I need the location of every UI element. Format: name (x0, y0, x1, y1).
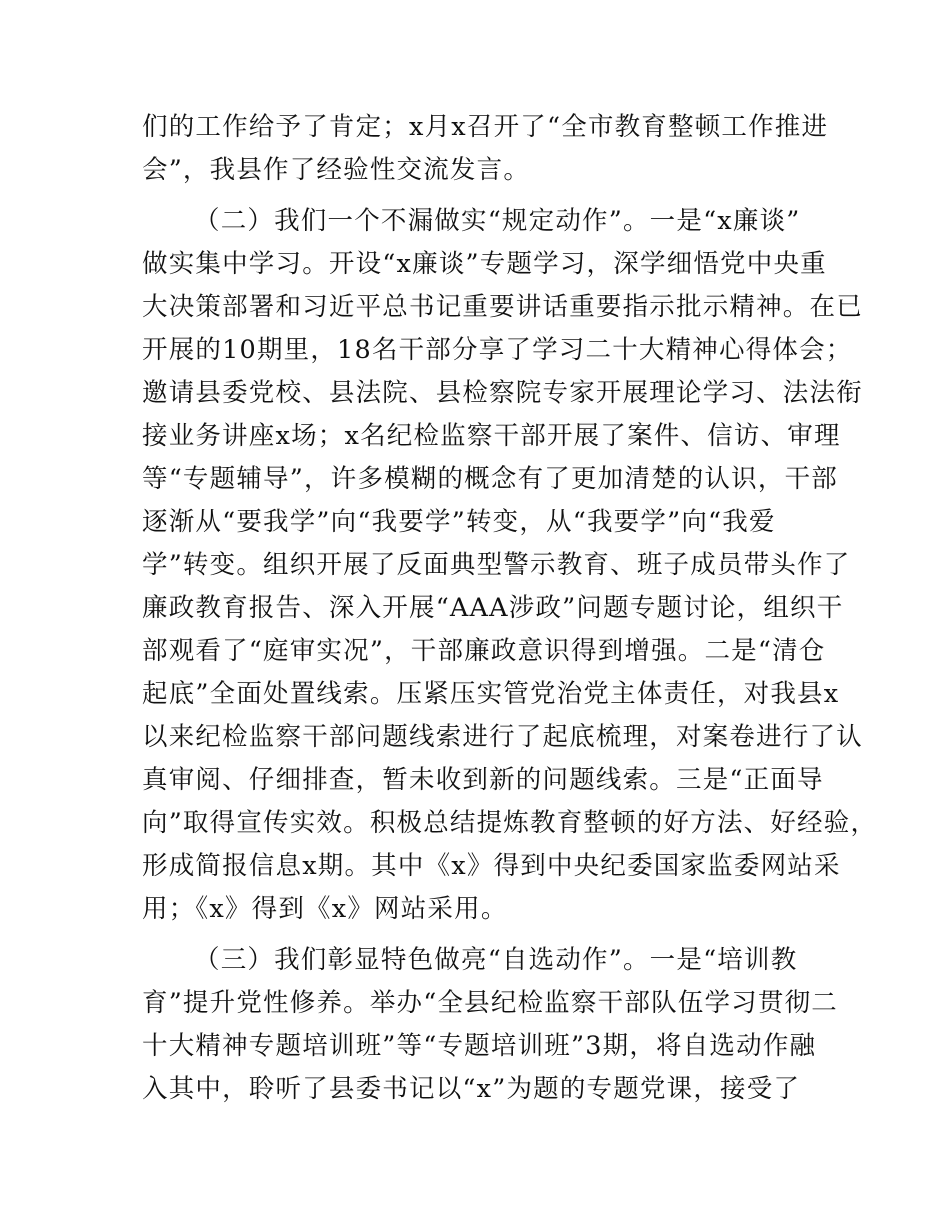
text-line: 开展的10期里，18名干部分享了学习二十大精神心得体会； (142, 335, 853, 365)
text-line: 接业务讲座x场；x名纪检监察干部开展了案件、信访、审理 (142, 421, 841, 451)
text-line: 逐渐从“要我学”向“我要学”转变，从“我要学”向“我爱 (142, 507, 776, 537)
text-line: 们的工作给予了肯定；x月x召开了“全市教育整顿工作推进 (142, 112, 829, 142)
text-line: 学”转变。组织开展了反面典型警示教育、班子成员带头作了 (142, 550, 851, 580)
paragraph-heading-line: （三）我们彰显特色做亮“自选动作”。一是“培训教 (194, 945, 798, 975)
text-line: 做实集中学习。开设“x廉谈”专题学习，深学细悟党中央重 (142, 249, 827, 279)
text-line: 以来纪检监察干部问题线索进行了起底梳理，对案卷进行了认 (142, 722, 863, 752)
text-line: 十大精神专题培训班”等“专题培训班”3期，将自选动作融 (142, 1031, 817, 1061)
text-line: 入其中，聆听了县委书记以“x”为题的专题党课，接受了 (142, 1074, 801, 1104)
paragraph-heading-line: （二）我们一个不漏做实“规定动作”。一是“x廉谈” (194, 206, 801, 236)
text-line: 会”，我县作了经验性交流发言。 (142, 155, 531, 185)
text-line: 向”取得宣传实效。积极总结提炼教育整顿的好方法、好经验， (142, 808, 878, 838)
text-line: 育”提升党性修养。举办“全县纪检监察干部队伍学习贯彻二 (142, 988, 838, 1018)
text-line: 等“专题辅导”，许多模糊的概念有了更加清楚的认识，干部 (142, 464, 838, 494)
text-line: 形成简报信息x期。其中《x》得到中央纪委国家监委网站采 (142, 851, 841, 881)
text-line: 真审阅、仔细排查，暂未收到新的问题线索。三是“正面导 (142, 765, 824, 795)
text-line: 大决策部署和习近平总书记重要讲话重要指示批示精神。在已 (142, 292, 863, 322)
text-line: 起底”全面处置线索。压紧压实管党治党主体责任，对我县x (142, 679, 840, 709)
text-line: 廉政教育报告、深入开展“AAA涉政”问题专题讨论，组织干 (142, 593, 844, 623)
text-line: 用；《x》得到《x》网站采用。 (142, 894, 508, 924)
text-line: 邀请县委党校、县法院、县检察院专家开展理论学习、法法衔 (142, 378, 863, 408)
text-line: 部观看了“庭审实况”，干部廉政意识得到增强。二是“清仓 (142, 636, 826, 666)
